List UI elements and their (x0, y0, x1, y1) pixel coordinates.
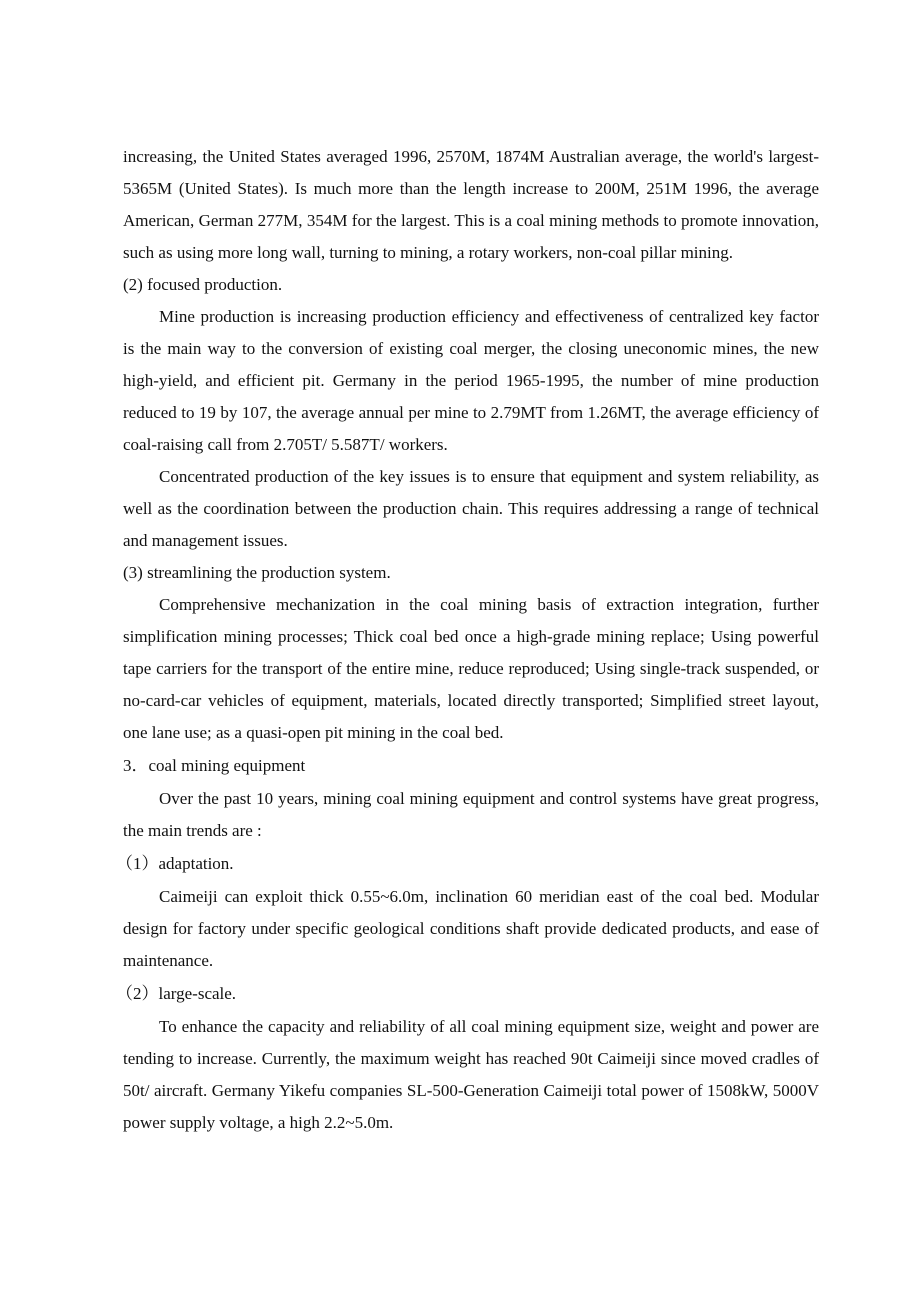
paragraph-mining-length: increasing, the United States averaged 1996, 2570M, 1874M Australian average, the world's largest-5365M (United States). Is much more than the length increase to 200M, 251M 1996, the average American, German 277M, 354M for the largest. This is a coal mining methods to promote innovation, such as using more long wall, turning to mining, a rotary workers, non-coal pillar mining. (123, 147, 819, 262)
document-body (116, 141, 819, 1139)
paragraph-caimeiji-exploit: Caimeiji can exploit thick 0.55~6.0m, inclination 60 meridian east of the coal bed. Modular design for factory under specific geological conditions shaft provide dedicated products, and ease of maintenance. (123, 887, 819, 970)
paragraph-equipment-progress: Over the past 10 years, mining coal mining equipment and control systems have great progress, the main trends are : (123, 789, 819, 840)
paragraph-capacity-reliability: To enhance the capacity and reliability of all coal mining equipment size, weight and power are tending to increase. Currently, the maximum weight has reached 90t Caimeiji since moved cradles of 50t/ aircraft. Germany Yikefu companies SL-500-Generation Caimeiji total power of 1508kW, 5000V power supply voltage, a high 2.2~5.0m. (123, 1017, 819, 1132)
heading-large-scale: （2）large-scale. (116, 984, 237, 1003)
paragraph-mine-production: Mine production is increasing production efficiency and effectiveness of centralized key factor is the main way to the conversion of existing coal merger, the closing uneconomic mines, the new high-yield, and efficient pit. Germany in the period 1965-1995, the number of mine production reduced to 19 by 107, the average annual per mine to 2.79MT from 1.26MT, the average efficiency of coal-raising call from 2.705T/ 5.587T/ workers. (123, 307, 819, 454)
paragraph-concentrated-production: Concentrated production of the key issues is to ensure that equipment and system reliability, as well as the coordination between the production chain. This requires addressing a range of technical and management issues. (123, 467, 819, 550)
heading-coal-mining-equipment: 3．coal mining equipment (123, 756, 306, 775)
heading-focused-production: (2) focused production. (123, 275, 283, 294)
heading-adaptation: （1）adaptation. (116, 854, 234, 873)
heading-streamlining: (3) streamlining the production system. (123, 563, 391, 582)
paragraph-mechanization: Comprehensive mechanization in the coal mining basis of extraction integration, further simplification mining processes; Thick coal bed once a high-grade mining replace; Using powerful tape carriers for the transport of the entire mine, reduce reproduced; Using single-track suspended, or no-card-car vehicles of equipment, materials, located directly transported; Simplified street layout, one lane use; as a quasi-open pit mining in the coal bed. (123, 595, 819, 742)
